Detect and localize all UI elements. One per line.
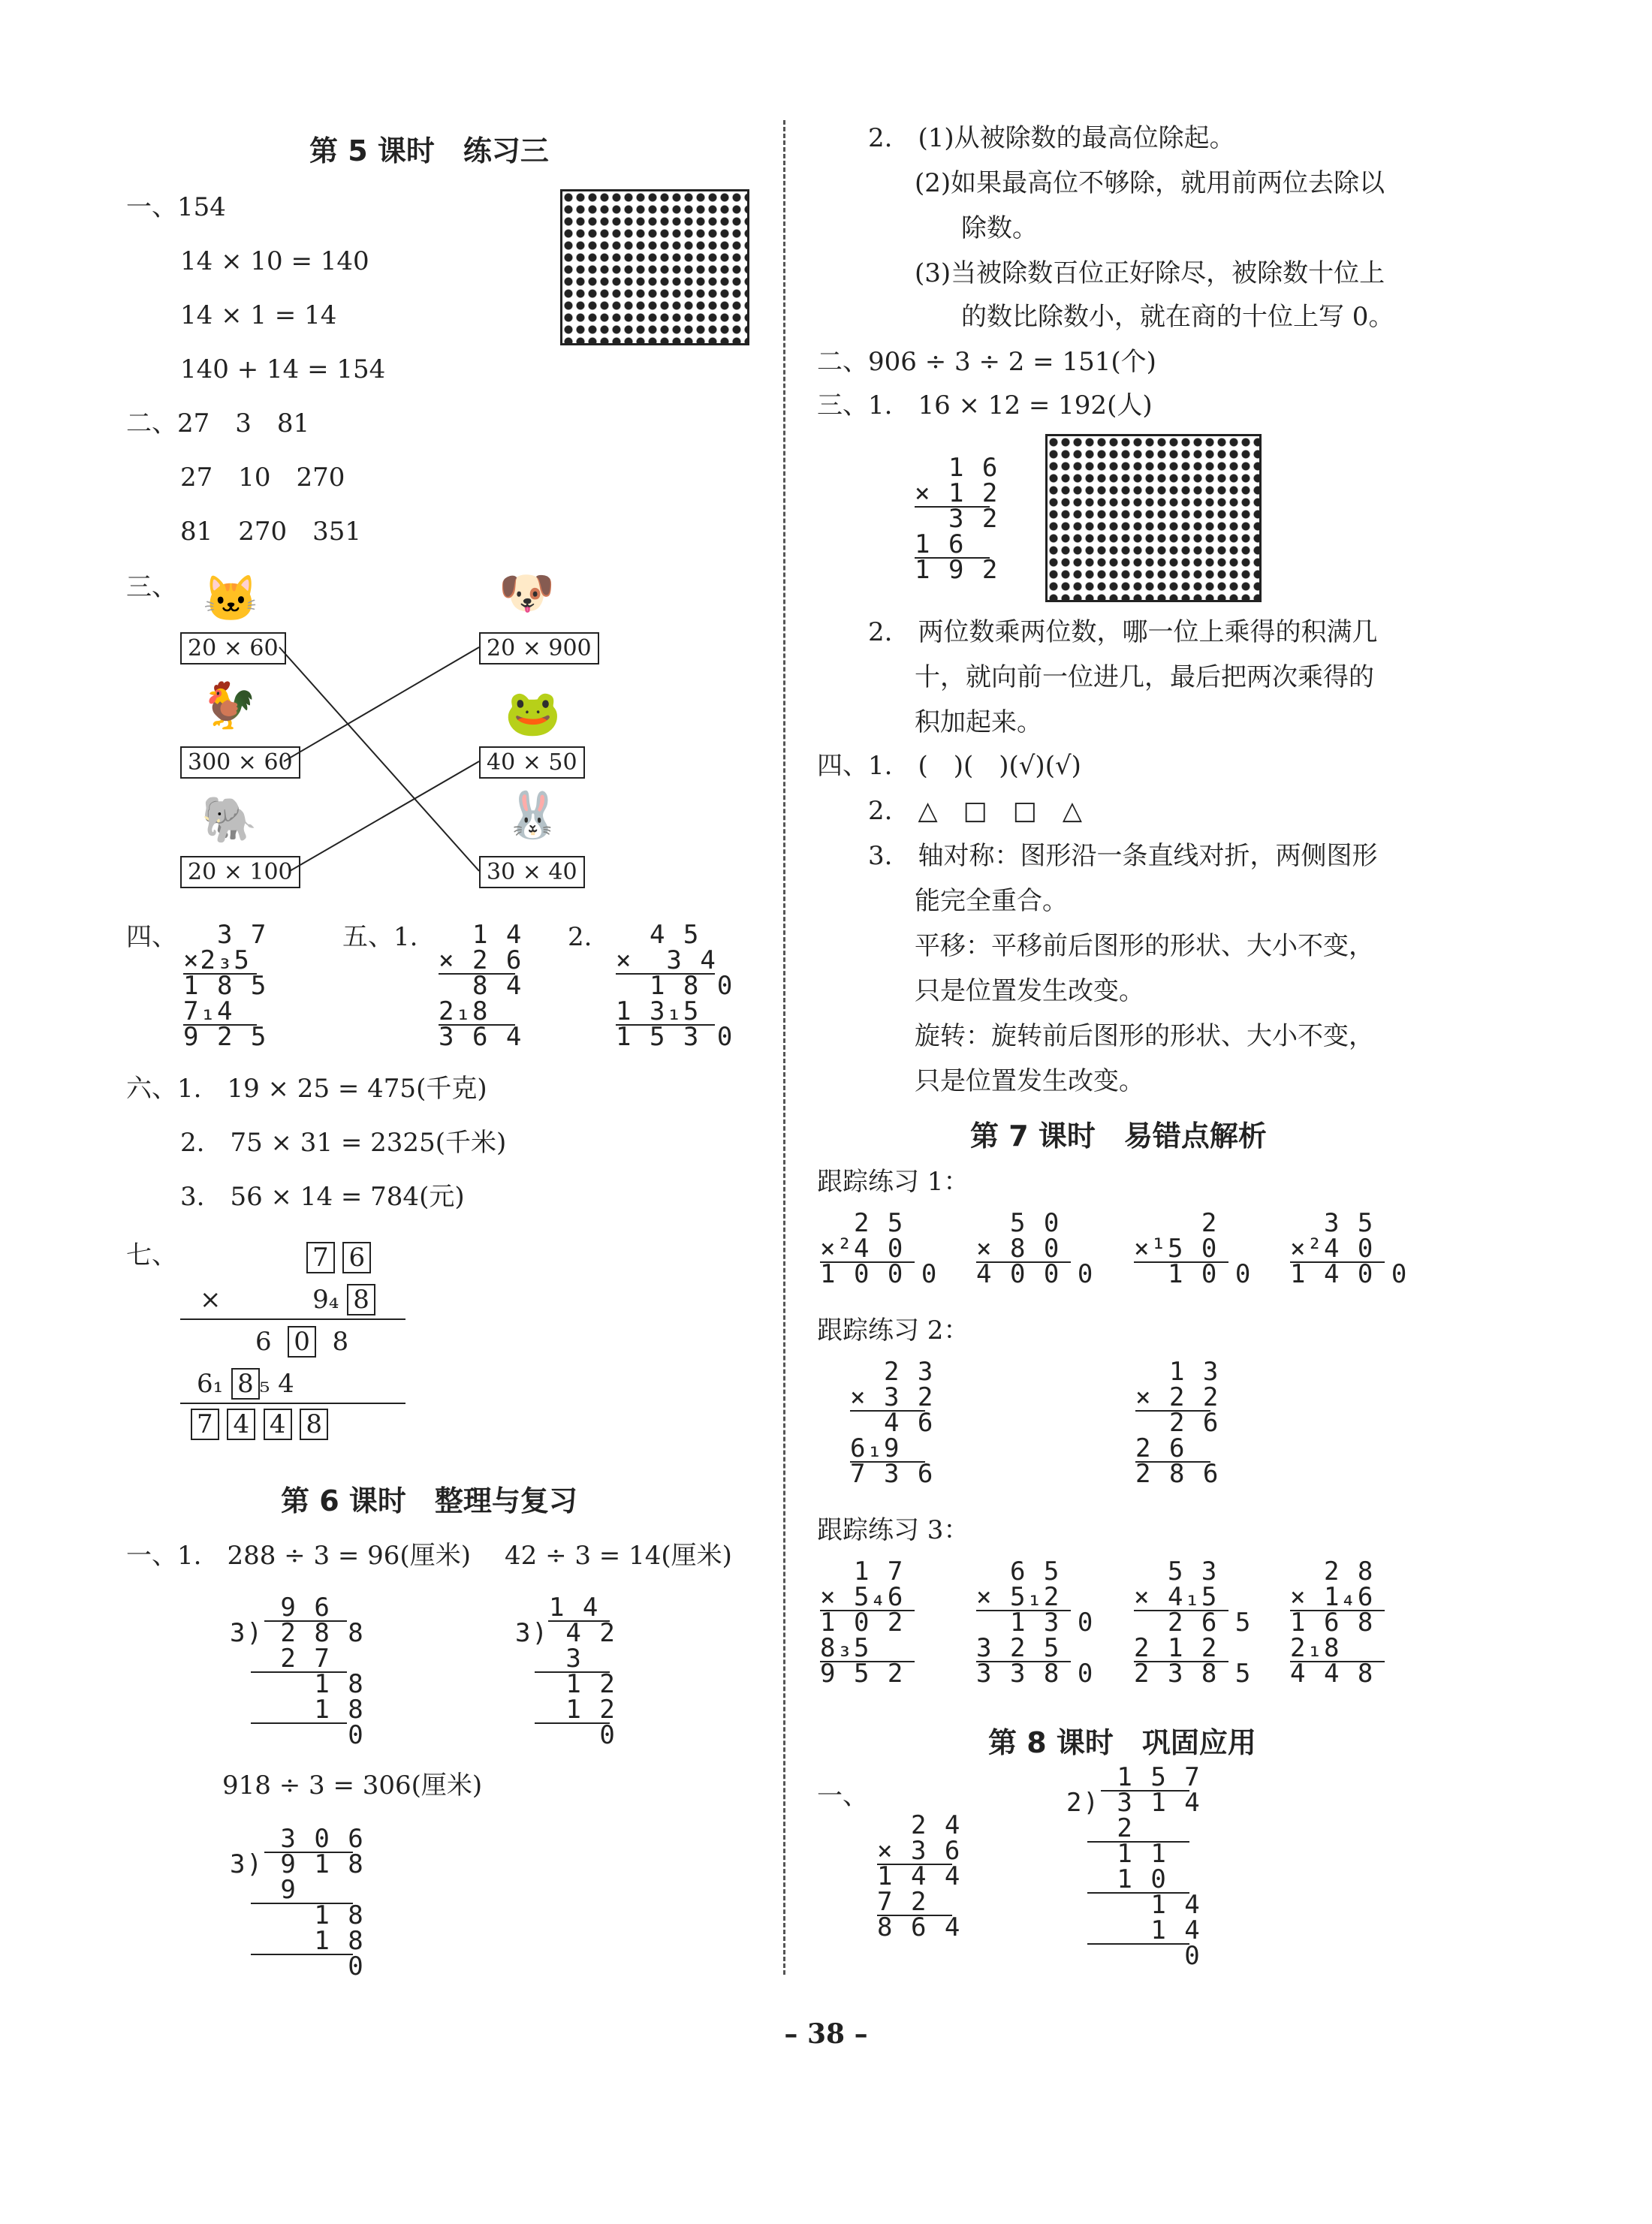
calc-line: 1 4 0 0 bbox=[1290, 1259, 1409, 1289]
digit-box: 8 bbox=[300, 1409, 328, 1440]
calc-line: × 2 6 bbox=[439, 945, 523, 975]
q7-label: 七、 bbox=[126, 1240, 177, 1270]
rabbit-icon: 🐰 bbox=[505, 789, 561, 842]
match-right-3: 30 × 40 bbox=[479, 856, 585, 888]
r-q2-line: 的数比除数小，就在商的十位上写 0。 bbox=[961, 302, 1394, 332]
div-line: 1 8 bbox=[230, 1669, 365, 1699]
digit: 6₁ bbox=[197, 1369, 224, 1399]
q5b-label: 2. bbox=[568, 922, 592, 952]
digit: 8 bbox=[332, 1327, 349, 1357]
q6-line: 2. 75 × 31 = 2325(千米) bbox=[180, 1128, 507, 1158]
calc-line: ×²4 0 bbox=[1290, 1234, 1375, 1264]
lesson7-title: 第 7 课时 易错点解析 bbox=[970, 1120, 1267, 1153]
q7-row5 bbox=[191, 1409, 328, 1440]
calc-line: 2 1 2 bbox=[1134, 1633, 1219, 1663]
div-line: 0 bbox=[1066, 1941, 1201, 1971]
match-line bbox=[284, 647, 479, 761]
q6-line: 3. 56 × 14 = 784(元) bbox=[180, 1182, 465, 1212]
r-sec4-3: 能完全重合。 bbox=[915, 886, 1068, 916]
calc-line: × 8 0 bbox=[976, 1234, 1061, 1264]
calc-line: 4 5 bbox=[616, 920, 701, 950]
q7-row4 bbox=[197, 1368, 294, 1400]
digit-box: 7 bbox=[191, 1409, 219, 1440]
digit: 9₄ bbox=[312, 1285, 339, 1315]
column-divider bbox=[783, 120, 785, 1975]
lesson6-q1c: 918 ÷ 3 = 306(厘米) bbox=[222, 1770, 483, 1801]
calc-line: 9 5 2 bbox=[820, 1659, 905, 1689]
digit-box: 4 bbox=[227, 1409, 255, 1440]
match-line bbox=[279, 647, 479, 871]
lesson5-title: 第 5 课时 练习三 bbox=[309, 134, 549, 167]
div-line: 1 4 bbox=[515, 1593, 600, 1623]
calc-line: 7₁4 bbox=[183, 996, 234, 1026]
calc-line: 2₁8 bbox=[1290, 1633, 1341, 1663]
calc-line: × 1 2 bbox=[915, 478, 999, 508]
calc-line: 1 3 0 bbox=[976, 1608, 1095, 1638]
div-line: 1 1 bbox=[1066, 1839, 1168, 1869]
div-line: 3 0 6 bbox=[230, 1824, 365, 1854]
q7-row2 bbox=[200, 1284, 375, 1315]
digit-box: 6 bbox=[342, 1242, 371, 1273]
r-sec3: 三、1. 16 × 12 = 192(人) bbox=[817, 390, 1153, 420]
calc-line: 1 3 bbox=[1135, 1357, 1220, 1387]
div-line: 2 7 bbox=[230, 1644, 331, 1674]
calc-line: 2₁8 bbox=[439, 996, 490, 1026]
lesson6-q1a: 一、1. 288 ÷ 3 = 96(厘米) bbox=[126, 1541, 471, 1571]
digit-box: 8 bbox=[347, 1284, 375, 1315]
calc-line: 1 6 8 bbox=[1290, 1608, 1375, 1638]
r-sec3-2: 十，就向前一位进几，最后把两次乘得的 bbox=[915, 662, 1374, 692]
calc-line: 1 4 4 bbox=[877, 1861, 962, 1891]
q7-row3 bbox=[255, 1326, 348, 1358]
div-line: 3) 9 1 8 bbox=[230, 1849, 365, 1879]
r-q2-line: (3)当被除数百位正好除尽，被除数十位上 bbox=[915, 258, 1385, 288]
q1-line: 一、154 bbox=[126, 192, 226, 222]
calc-line: 2 8 bbox=[1290, 1556, 1375, 1587]
calc-line: 1 5 3 0 bbox=[616, 1022, 734, 1052]
div-line: 9 bbox=[230, 1875, 297, 1905]
match-left-3: 20 × 100 bbox=[180, 856, 300, 888]
calc-line: × 3 6 bbox=[877, 1836, 962, 1866]
div-line: 2 bbox=[1066, 1813, 1134, 1843]
calc-line: × 2 2 bbox=[1135, 1382, 1220, 1412]
r-sec3-2: 积加起来。 bbox=[915, 707, 1042, 737]
calc-line: 2 6 bbox=[1135, 1408, 1220, 1438]
q2-line: 81 270 351 bbox=[180, 517, 362, 547]
div-line: 1 5 7 bbox=[1066, 1762, 1201, 1792]
calc-line: 3 3 8 0 bbox=[976, 1659, 1095, 1689]
div-line: 3) 4 2 bbox=[515, 1618, 616, 1648]
digit-box: 8 bbox=[231, 1368, 260, 1400]
digit: ₅ 4 bbox=[259, 1369, 294, 1399]
calc-line: × 3 4 bbox=[616, 945, 717, 975]
calc-line: 2 6 5 bbox=[1134, 1608, 1253, 1638]
calc-line: 1 6 bbox=[915, 529, 966, 559]
div-line: 1 8 bbox=[230, 1695, 365, 1725]
calc-line: 3 5 bbox=[1290, 1208, 1375, 1238]
r-sec3-2: 2. 两位数乘两位数，哪一位上乘得的积满几 bbox=[868, 617, 1378, 647]
r-sec4-3: 平移：平移前后图形的形状、大小不变， bbox=[915, 931, 1374, 961]
div-line: 1 4 bbox=[1066, 1915, 1201, 1945]
digit-box: 7 bbox=[306, 1242, 335, 1273]
dog-icon: 🐶 bbox=[499, 567, 555, 619]
div-line: 1 8 bbox=[230, 1900, 365, 1930]
calc-line: × 1₄6 bbox=[1290, 1582, 1375, 1612]
r-sec4-3: 只是位置发生改变。 bbox=[915, 976, 1144, 1006]
calc-line: 3 2 bbox=[915, 504, 999, 534]
r-sec4-2: 2. △ □ □ △ bbox=[868, 796, 1082, 826]
dot-array-figure bbox=[1045, 434, 1262, 602]
calc-line: 5 3 bbox=[1134, 1556, 1219, 1587]
rooster-icon: 🐓 bbox=[201, 680, 258, 732]
calc-line: 5 0 bbox=[976, 1208, 1061, 1238]
calc-line: 7 2 bbox=[877, 1887, 928, 1917]
lesson6-title: 第 6 课时 整理与复习 bbox=[281, 1484, 577, 1517]
q1-line: 14 × 10 = 140 bbox=[180, 246, 369, 276]
div-line: 1 2 bbox=[515, 1669, 616, 1699]
calc-line: ×²4 0 bbox=[820, 1234, 905, 1264]
calc-line: 3 7 bbox=[183, 920, 268, 950]
match-left-1: 20 × 60 bbox=[180, 632, 286, 664]
calc-line: 6 5 bbox=[976, 1556, 1061, 1587]
calc-line: 2 3 8 5 bbox=[1134, 1659, 1253, 1689]
calc-line: × 5₁2 bbox=[976, 1582, 1061, 1612]
calc-line: 1 3₁5 bbox=[616, 996, 701, 1026]
track1-label: 跟踪练习 1： bbox=[817, 1167, 969, 1197]
calc-line: 9 2 5 bbox=[183, 1022, 268, 1052]
digit-box: 4 bbox=[264, 1409, 292, 1440]
digit-box: 0 bbox=[288, 1326, 316, 1358]
calc-line: 7 3 6 bbox=[850, 1459, 935, 1489]
calc-line: ×2₃5 bbox=[183, 945, 251, 975]
match-left-2: 300 × 60 bbox=[180, 746, 300, 779]
r-sec4-3: 3. 轴对称：图形沿一条直线对折，两侧图形 bbox=[868, 841, 1378, 871]
calc-line: 2 3 bbox=[850, 1357, 935, 1387]
calc-line: 4 0 0 0 bbox=[976, 1259, 1095, 1289]
calc-line: 4 4 8 bbox=[1290, 1659, 1375, 1689]
calc-line: 2 5 bbox=[820, 1208, 905, 1238]
div-line: 1 4 bbox=[1066, 1890, 1201, 1920]
calc-line: 8 4 bbox=[439, 971, 523, 1001]
div-line: 2) 3 1 4 bbox=[1066, 1788, 1201, 1818]
match-right-1: 20 × 900 bbox=[479, 632, 599, 664]
calc-line: ×¹5 0 bbox=[1134, 1234, 1219, 1264]
calc-line: 1 8 0 bbox=[616, 971, 734, 1001]
q1-line: 14 × 1 = 14 bbox=[180, 300, 337, 330]
q5-label: 五、1. bbox=[342, 922, 418, 952]
calc-line: 1 4 bbox=[439, 920, 523, 950]
calc-line: 1 0 0 0 bbox=[820, 1259, 939, 1289]
digit: 6 bbox=[255, 1327, 272, 1357]
div-line: 1 0 bbox=[1066, 1864, 1168, 1894]
calc-line: 2 8 6 bbox=[1135, 1459, 1220, 1489]
calc-line: × 4₁5 bbox=[1134, 1582, 1219, 1612]
calc-line: 8₃5 bbox=[820, 1633, 871, 1663]
calc-line: 1 0 2 bbox=[820, 1608, 905, 1638]
track3-label: 跟踪练习 3： bbox=[817, 1515, 969, 1545]
q7-row1 bbox=[306, 1242, 371, 1273]
calc-line: 1 7 bbox=[820, 1556, 905, 1587]
div-line: 1 8 bbox=[230, 1926, 365, 1956]
r-q2-line: 2. (1)从被除数的最高位除起。 bbox=[868, 123, 1235, 153]
div-line: 0 bbox=[230, 1951, 365, 1981]
frog-icon: 🐸 bbox=[505, 687, 561, 740]
div-line: 3) 2 8 8 bbox=[230, 1618, 365, 1648]
div-line: 1 2 bbox=[515, 1695, 616, 1725]
calc-line: 2 6 bbox=[1135, 1433, 1186, 1463]
div-line: 9 6 bbox=[230, 1593, 331, 1623]
q2-line: 27 10 270 bbox=[180, 463, 345, 493]
r-q2-line: 除数。 bbox=[961, 213, 1038, 243]
q3-label: 三、 bbox=[126, 572, 177, 602]
r-sec4-3: 旋转：旋转前后图形的形状、大小不变， bbox=[915, 1021, 1374, 1051]
lesson8-label: 一、 bbox=[817, 1781, 868, 1811]
calc-line: 3 2 5 bbox=[976, 1633, 1061, 1663]
page-number: – 38 – bbox=[784, 2018, 868, 2050]
calc-line: 1 8 5 bbox=[183, 971, 268, 1001]
r-sec2: 二、906 ÷ 3 ÷ 2 = 151(个) bbox=[817, 347, 1156, 377]
q2-line: 二、27 3 81 bbox=[126, 408, 310, 438]
calc-line: 3 6 4 bbox=[439, 1022, 523, 1052]
div-line: 0 bbox=[515, 1720, 616, 1750]
div-line: 3 bbox=[515, 1644, 583, 1674]
match-line bbox=[290, 761, 479, 871]
r-q2-line: (2)如果最高位不够除，就用前两位去除以 bbox=[915, 168, 1385, 198]
calc-line: 6₁9 bbox=[850, 1433, 901, 1463]
calc-line: 1 0 0 bbox=[1134, 1259, 1253, 1289]
lesson6-q1b: 42 ÷ 3 = 14(厘米) bbox=[505, 1541, 732, 1571]
r-sec4-1: 四、1. ( )( )(√)(√) bbox=[817, 751, 1081, 781]
calc-line: 4 6 bbox=[850, 1408, 935, 1438]
calc-line: 2 bbox=[1134, 1208, 1219, 1238]
calc-line: 1 9 2 bbox=[915, 555, 999, 585]
calc-line: × 5₄6 bbox=[820, 1582, 905, 1612]
r-sec4-3: 只是位置发生改变。 bbox=[915, 1066, 1144, 1096]
div-line: 0 bbox=[230, 1720, 365, 1750]
q6-line: 六、1. 19 × 25 = 475(千克) bbox=[126, 1074, 487, 1104]
match-right-2: 40 × 50 bbox=[479, 746, 585, 779]
times-sign: × bbox=[200, 1285, 222, 1315]
q4-label: 四、 bbox=[126, 922, 177, 952]
elephant-icon: 🐘 bbox=[201, 794, 258, 846]
calc-line: 8 6 4 bbox=[877, 1912, 962, 1942]
calc-line: × 3 2 bbox=[850, 1382, 935, 1412]
q1-line: 140 + 14 = 154 bbox=[180, 354, 386, 384]
track2-label: 跟踪练习 2： bbox=[817, 1315, 969, 1346]
calc-line: 1 6 bbox=[915, 453, 999, 483]
lesson8-title: 第 8 课时 巩固应用 bbox=[988, 1726, 1256, 1759]
calc-line: 2 4 bbox=[877, 1810, 962, 1840]
cat-icon: 🐱 bbox=[203, 573, 259, 625]
